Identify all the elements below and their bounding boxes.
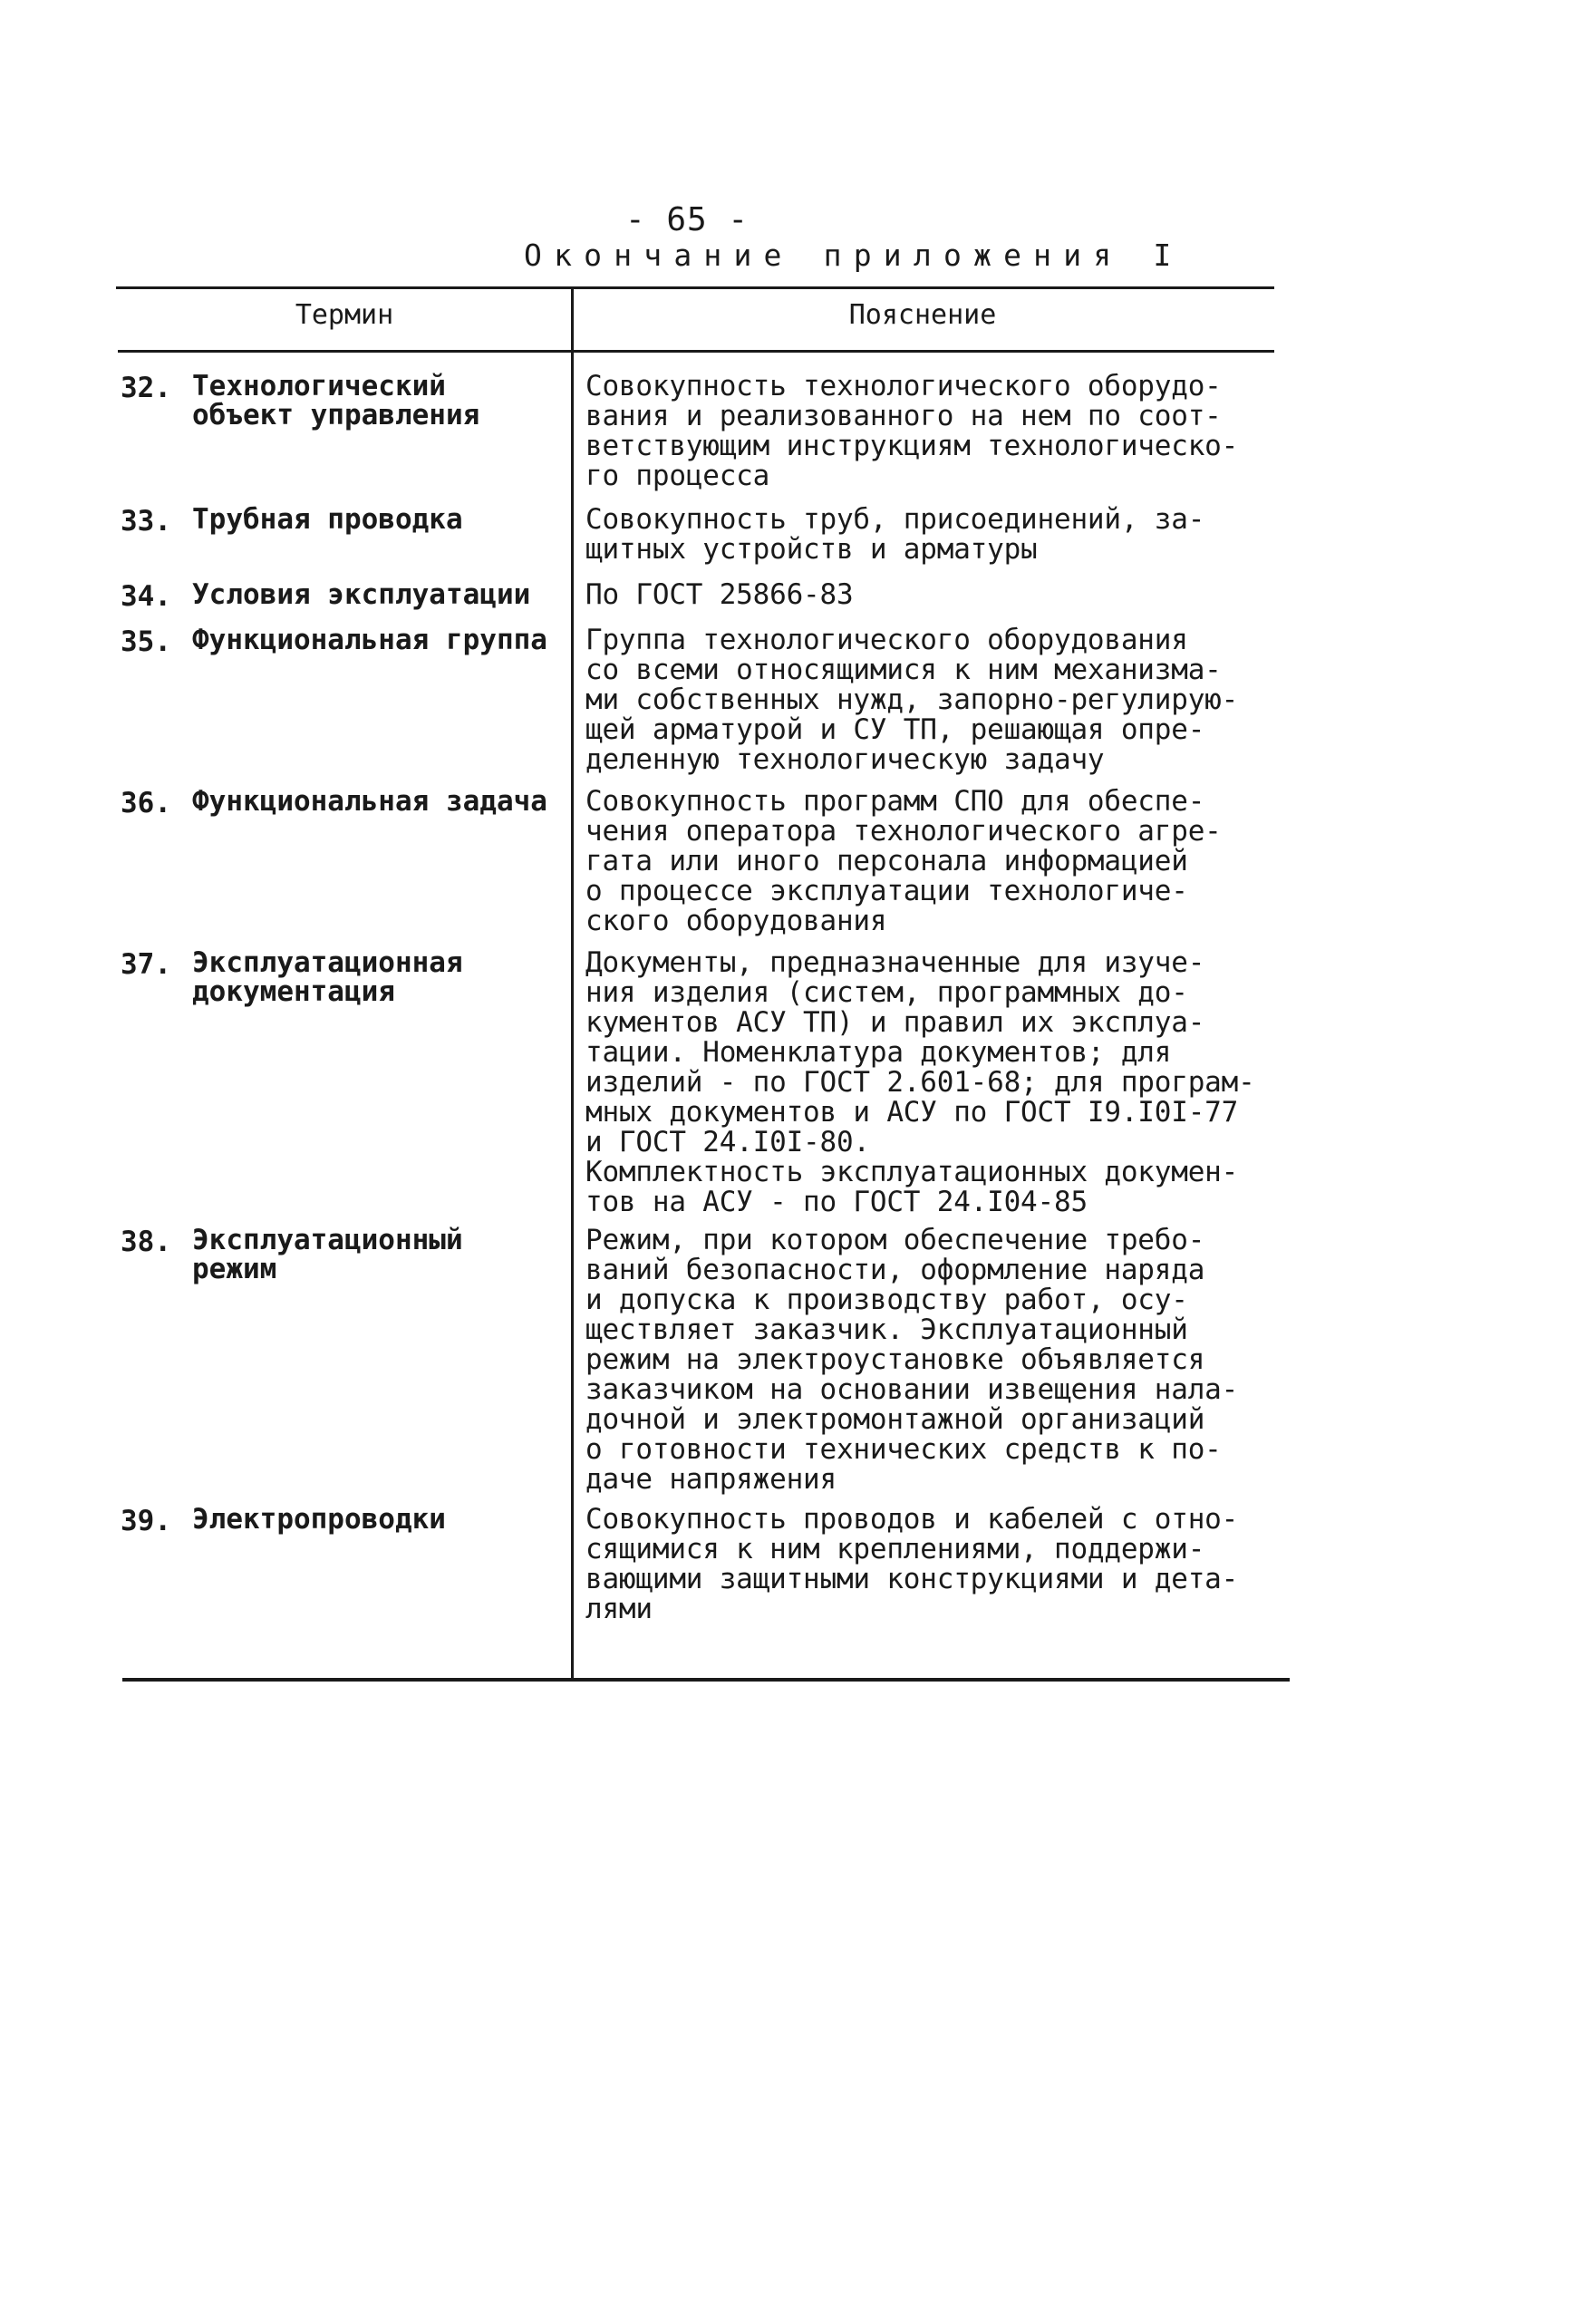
explanation-line: о готовности технических средств к по- [585,1433,1222,1466]
explanation-line: изделий - по ГОСТ 2.601-68; для програм- [585,1066,1255,1099]
explanation-line: тов на АСУ - по ГОСТ 24.I04-85 [585,1186,1088,1218]
row-explanation [585,1226,1238,1495]
row-explanation [585,787,1222,936]
row-number: 32. [121,372,171,404]
appendix-title: Окончание приложения I [524,237,1184,273]
row-explanation [585,1505,1238,1624]
explanation-line: дочной и электромонтажной организаций [585,1403,1205,1436]
row-number: 34. [121,580,171,613]
row-term [192,1226,463,1284]
term-line: Электропроводки [192,1503,446,1536]
row-term [192,787,547,816]
explanation-line: Совокупность технологического оборудо- [585,370,1222,402]
explanation-line: Режим, при котором обеспечение требо- [585,1224,1205,1256]
explanation-line: Совокупность программ СПО для обеспе- [585,785,1205,818]
explanation-line: заказчиком на основании извещения нала- [585,1373,1239,1406]
explanation-line: и ГОСТ 24.I0I-80. [585,1126,870,1158]
row-explanation [585,948,1255,1217]
explanation-line: кументов АСУ ТП) и правил их эксплуа- [585,1006,1205,1039]
explanation-line: чения оператора технологического агре- [585,815,1222,848]
explanation-line: гата или иного персонала информацией [585,845,1188,877]
explanation-line: деленную технологическую задачу [585,743,1105,776]
table-bottom-rule [122,1678,1290,1682]
row-term [192,625,547,654]
explanation-line: го процесса [585,460,770,492]
term-line: режим [192,1253,277,1285]
explanation-line: вания и реализованного на нем по соот- [585,400,1222,432]
explanation-line: щей арматурой и СУ ТП, решающая опре- [585,713,1205,746]
row-term [192,948,463,1006]
term-line: Технологический [192,370,446,402]
explanation-line: вающими защитными конструкциями и дета- [585,1563,1239,1595]
column-divider [571,288,574,1681]
column-header-explanation: Пояснение [848,299,997,331]
explanation-line: со всеми относящимися к ним механизма- [585,654,1222,686]
term-line: Условия эксплуатации [192,578,531,611]
row-number: 37. [121,948,171,981]
explanation-line: По ГОСТ 25866-83 [585,578,854,611]
explanation-line: ваний безопасности, оформление наряда [585,1254,1205,1286]
explanation-line: щитных устройств и арматуры [585,533,1038,566]
explanation-line: Совокупность проводов и кабелей с отно- [585,1503,1239,1536]
term-line: Функциональная группа [192,624,547,656]
explanation-line: лями [585,1593,653,1625]
column-header-term: Термин [295,299,394,331]
explanation-line: и допуска к производству работ, осу- [585,1284,1188,1316]
row-number: 33. [121,505,171,538]
explanation-line: мных документов и АСУ по ГОСТ I9.I0I-77 [585,1096,1239,1129]
row-explanation [585,625,1238,775]
row-number: 39. [121,1505,171,1537]
term-line: документация [192,975,395,1008]
explanation-line: ми собственных нужд, запорно-регулирую- [585,683,1239,716]
explanation-line: ского оборудования [585,905,887,937]
explanation-line: Совокупность труб, присоединений, за- [585,503,1205,536]
explanation-line: о процессе эксплуатации технологиче- [585,875,1188,907]
row-number: 35. [121,625,171,658]
explanation-line: Документы, предназначенные для изуче- [585,946,1205,979]
row-explanation [585,580,853,610]
row-explanation [585,372,1238,491]
row-term [192,505,463,534]
term-line: Трубная проводка [192,503,463,536]
explanation-line: тации. Номенклатура документов; для [585,1036,1172,1069]
row-number: 38. [121,1226,171,1258]
term-line: Эксплуатационная [192,946,463,979]
row-term [192,372,479,430]
term-line: Функциональная задача [192,785,547,818]
explanation-line: Комплектность эксплуатационных докумен- [585,1156,1239,1188]
page-number: - 65 - [625,201,750,238]
table-header-rule [118,350,1274,353]
explanation-line: ния изделия (систем, программных до- [585,976,1188,1009]
row-term [192,580,530,609]
explanation-line: даче напряжения [585,1463,837,1496]
explanation-line: ветствующим инструкциям технологическо- [585,430,1239,462]
explanation-line: ществляет заказчик. Эксплуатационный [585,1313,1188,1346]
term-line: Эксплуатационный [192,1224,463,1256]
explanation-line: режим на электроустановке объявляется [585,1343,1205,1376]
explanation-line: Группа технологического оборудования [585,624,1188,656]
row-number: 36. [121,787,171,819]
row-term [192,1505,446,1534]
explanation-line: сящимися к ним креплениями, поддержи- [585,1533,1205,1565]
term-line: объект управления [192,399,480,431]
row-explanation [585,505,1204,565]
table-top-rule [116,286,1274,289]
